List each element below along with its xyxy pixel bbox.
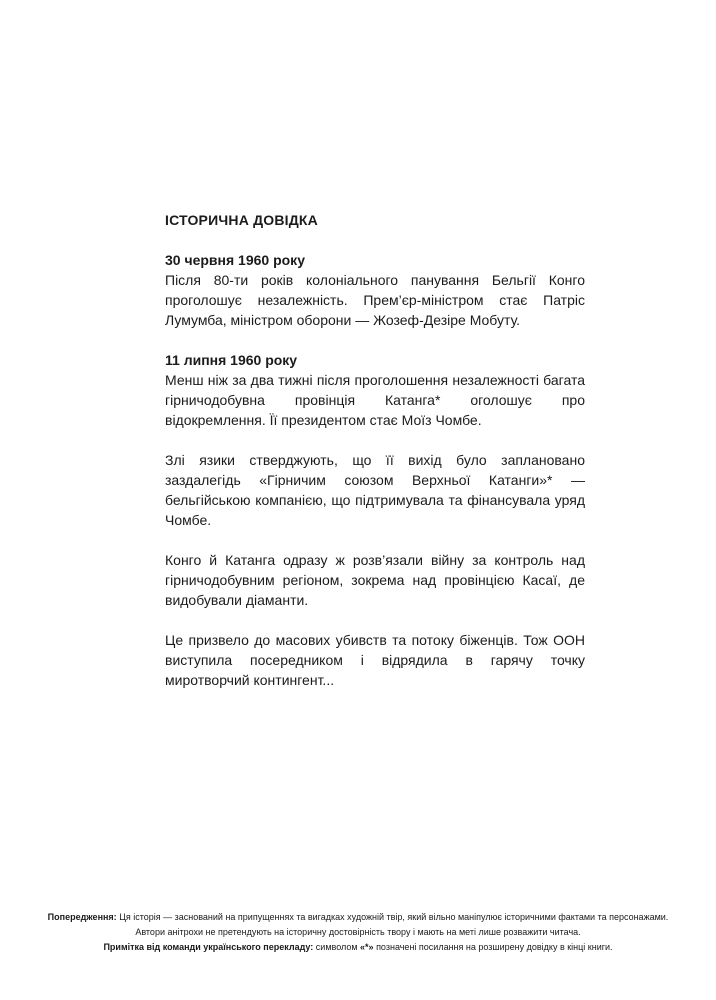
warning-label: Попередження: — [47, 912, 117, 922]
section-heading: ІСТОРИЧНА ДОВІДКА — [165, 212, 318, 228]
paragraph: Після 80-ти років колоніального панування Бельгії Конго проголошує незалежність. Прем’єр-міністром стає Патріс Лумумба, міністром оборони — Жозеф-Дезіре Мобуту. — [165, 272, 585, 328]
note-label: Примітка від команди українського перекладу: — [103, 942, 314, 952]
spacer — [165, 430, 585, 450]
paragraph: Це призвело до масових убивств та потоку біженців. Тож ООН виступила посередником і відрядила в гарячу точку миротворчий контингент... — [165, 632, 585, 688]
paragraph: Конго й Катанга одразу ж розв’язали війну за контроль над гірничодобувним регіоном, зокрема над провінцією Касаї, де видобували діаманти. — [165, 552, 585, 608]
note-text-before: символом — [313, 942, 361, 952]
entry-date: 11 липня 1960 року — [165, 352, 298, 368]
warning-text-2: Автори анітрохи не претендують на історичну достовірність твору і мають на меті лише розважити читача. — [135, 927, 581, 937]
paragraph: Злі язики стверджують, що її вихід було заплановано заздалегідь «Гірничим союзом Верхньої Катанги»* — бельгійською компанією, що підтримувала та фінансувала уряд Чомбе. — [165, 452, 585, 528]
note-symbol: «*» — [360, 942, 374, 952]
entry-date: 30 червня 1960 року — [165, 252, 305, 268]
footer-warning — [0, 911, 716, 924]
warning-text: Ця історія — заснований на припущеннях та вигадках художній твір, який вільно маніпулює історичними фактами та персонажами. — [116, 912, 669, 922]
spacer — [165, 610, 585, 630]
footer-translation-note — [0, 941, 716, 954]
paragraph: Менш ніж за два тижні після проголошення незалежності багата гірничодобувна провінція Катанга* оголошує про відокремлення. Її президентом стає Моїз Чомбе. — [165, 372, 585, 428]
spacer — [165, 330, 585, 350]
spacer — [165, 530, 585, 550]
note-text-after: позначені посилання на розширену довідку в кінці книги. — [373, 942, 613, 952]
historical-reference — [165, 212, 585, 690]
footer-disclaimer — [0, 926, 716, 939]
